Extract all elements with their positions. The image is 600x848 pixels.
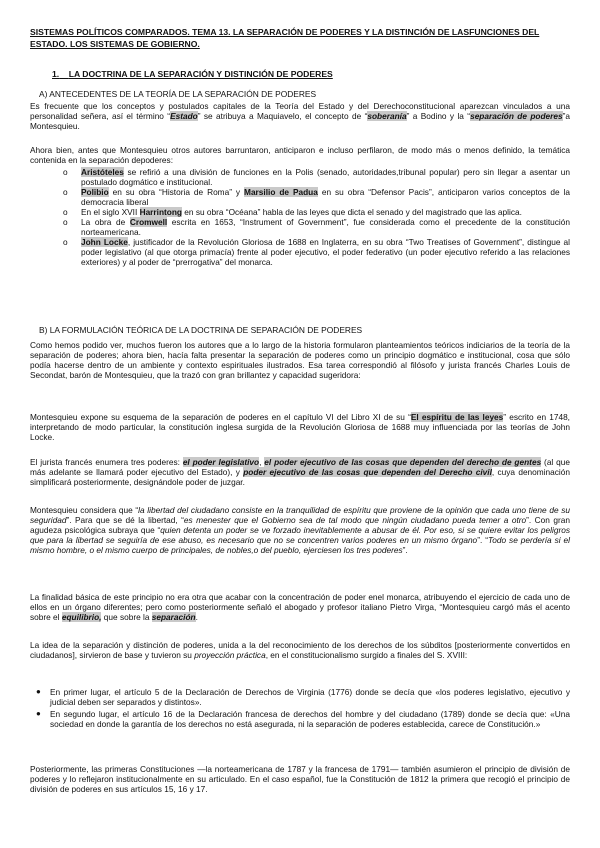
paragraph-idea: La idea de la separación y distinción de poderes, unida a la del reconocimiento de los derechos de los súbditos [posteriormente convertidos en ciudadanos], sirvieron de base y tuvieron su proyección práctica, en el constitucionalismo surgido a finales del S. XVIII: (30, 640, 570, 660)
paragraph-liberty: Montesquieu considera que “la libertad del ciudadano consiste en la tranquilidad de espíritu que proviene de la opinión que cada uno tiene de su seguridad”. Para que se dé la libertad, “es menester que el Gobierno sea de tal modo que ningún ciudadano pueda temer a otro”. Con gran agudeza psicológica subraya que “quien detenta un poder se ve forzado inevitablemente a abusar de él. Por eso, si se quiere evitar los peligros que para la libertad se seguiría de ese abuso, es necesario que no se concentren varios poderes en un mismo órgano”. “Todo se perdería si el mismo hombre, o el mismo cuerpo de principales, de nobles,o del pueblo, ejerciesen los tres poderes”. (30, 505, 570, 555)
antecedents-list (30, 167, 570, 267)
list-item: o Aristóteles se refirió a una división de funciones en la Polis (senado, autoridades,tribunal popular) pero sin llegar a asentar un postulado dogmático e institucional. (63, 167, 570, 187)
section-heading (52, 69, 333, 79)
section-number: 1. (52, 69, 60, 79)
list-item: ● En primer lugar, el artículo 5 de la Declaración de Derechos de Virginia (1776) donde se decía que «los poderes legislativo, ejecutivo y judicial deben ser separados y distintos». (36, 687, 570, 707)
paragraph-purpose: La finalidad básica de este principio no era otra que acabar con la concentración de poder enel monarca, atribuyendo el ejercicio de cada uno de ellos en un órgano diferentes; pero como posteriormente señaló el abogado y profesor italiano Pietro Virga, “Montesquieu cargó más el acento sobre el equilibrio, que sobre la separación. (30, 592, 570, 622)
paragraph-three-powers: El jurista francés enumera tres poderes: el poder legislativo, el poder ejecutivo de las cosas que dependen del derecho de gentes (al que más adelante se llamará poder ejecutivo del Estado), y poder ejecutivo de las cosas que dependen del Derecho civil, cuya denominación simplificará posteriormente, designándole poder de juzgar. (30, 457, 570, 487)
list-item: o En el siglo XVII Harrintong en su obra “Océana” habla de las leyes que dicta el senado y del magistrado que las aplica. (63, 207, 522, 217)
declarations-list (30, 687, 570, 731)
paragraph-intro: Es frecuente que los conceptos y postulados capitales de la Teoría del Estado y del Derechoconstitucional aparezcan vinculados a una personalidad señera, así el término “Estado” se atribuya a Maquiavelo, el concepto de “soberanía” a Bodino y la “separación de poderes”a Montesquieu. (30, 101, 571, 131)
subheading-b: B) LA FORMULACIÓN TEÓRICA DE LA DOCTRINA DE SEPARACIÓN DE PODERES (39, 325, 363, 335)
document-title: SISTEMAS POLÍTICOS COMPARADOS. TEMA 13. LA SEPARACIÓN DE PODERES Y LA DISTINCIÓN DE LASFUNCIONES DEL ESTADO. LOS SISTEMAS DE GOBIERNO. (30, 27, 540, 49)
paragraph-montesquieu: Montesquieu expone su esquema de la separación de poderes en el capítulo VI del Libro XI de su “El espíritu de las leyes” escrito en 1748, interpretando de modo particular, la constitución inglesa surgida de la Revolución Gloriosa de 1688 muy influenciada por las teorías de John Locke. (30, 412, 570, 442)
list-item: o John Locke, justificador de la Revolución Gloriosa de 1688 en Inglaterra, en su obra “Two Treatises of Government”, distingue al poder legislativo (al que otorga primacía) frente al poder ejecutivo, el poder federativo (un poder ejecutivo referido a las relaciones exteriores) y al poder de “prerrogativa” del monarca. (63, 237, 570, 267)
list-item: o Polibio en su obra “Historia de Roma” y Marsilio de Padua en su obra “Defensor Pacis”, anticiparon varios conceptos de la democracia liberal (63, 187, 570, 207)
subheading-a: A) ANTECEDENTES DE LA TEORÍA DE LA SEPARACIÓN DE PODERES (39, 89, 317, 99)
list-item: ● En segundo lugar, el artículo 16 de la Declaración francesa de derechos del hombre y del ciudadano (1789) donde se decía que: «Una sociedad en donde la garantía de los derechos no está asegurada, ni la separación de poderes establecida, carece de Constitución.» (36, 709, 570, 729)
paragraph-formulation: Como hemos podido ver, muchos fueron los autores que a lo largo de la historia formularon planteamientos teóricos indiciarios de la teoría de la separación de poderes; ahora bien, hacía falta presentar la separación de poderes como un principio dogmático e institucional, cosa que sólo podía hacerse dentro de un ambiente y contexto espirituales ilustrados. Esa tarea correspondió al filósofo y jurista francés Charles Louis de Secondat, barón de Montesquieu, que la trazó con gran brillantez y capacidad sugeridora: (30, 340, 570, 380)
list-item: o La obra de Cromwell escrita en 1653, “Instrument of Government”, fue considerada como el precedente de la constitución norteamericana. (63, 217, 570, 237)
section-title: LA DOCTRINA DE LA SEPARACIÓN Y DISTINCIÓN DE PODERES (68, 69, 333, 79)
paragraph-antecedents: Ahora bien, antes que Montesquieu otros autores barruntaron, anticiparon e incluso perfilaron, de modo más o menos definido, la temática contenida en la separación depoderes: (30, 145, 570, 165)
paragraph-constitutions: Posteriormente, las primeras Constituciones —la norteamericana de 1787 y la francesa de 1791— también asumieron el principio de división de poderes y lo reflejaron institucionalmente en su articulado. En el caso español, fue la Constitución de 1812 la primera que recogió el principio de división de poderes en sus artículos 15, 16 y 17. (30, 764, 570, 794)
